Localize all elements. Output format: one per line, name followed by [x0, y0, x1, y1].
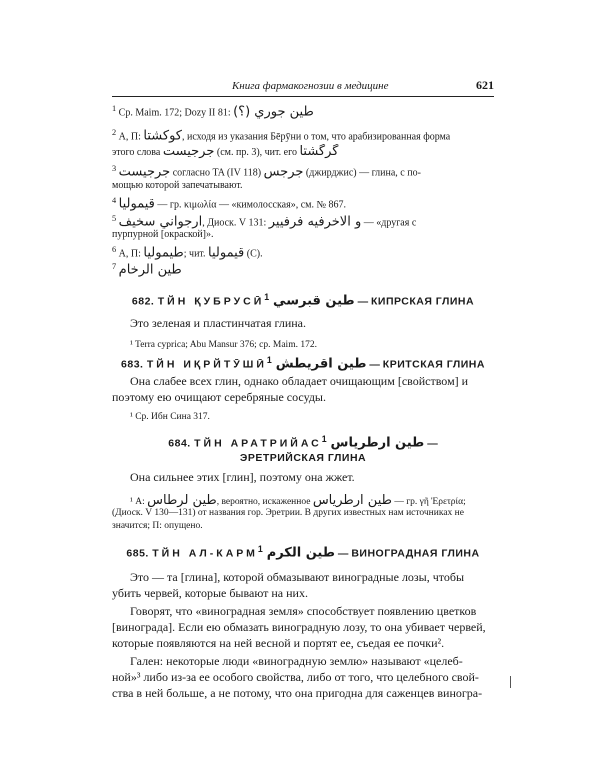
- note-2-cont: этого слова جرجيست (см. пр. 3), чит. его گرگشتا: [112, 144, 339, 159]
- note-1: $^1$ Ср. Maim. 172; Dozy II 81: طين جوري (؟): [112, 104, 314, 120]
- entry-685-line-6: Гален: некоторые люди «виноградную землю» называют «целеб-: [130, 654, 463, 668]
- entry-684-text: Она сильнее этих [глин], поэтому она жжет.: [130, 470, 355, 484]
- entry-685-line-5: которые появляются на ней весной и портят ее, съедая ее почки².: [112, 636, 445, 650]
- note-4: $^4$ قيموليا — гр. κιμωλία — «кимолосская», см. № 867.: [112, 196, 347, 212]
- entry-683-footnote: ¹ Ср. Ибн Сина 317.: [130, 412, 210, 422]
- entry-685-line-3: Говорят, что «виноградная земля» способствует появлению цветков: [130, 604, 477, 618]
- entry-682-footnote: ¹ Terra cyprica; Abu Mansur 376; ср. Maim. 172.: [130, 340, 317, 350]
- page-number: 621: [476, 78, 494, 92]
- entry-683-heading: 683. ТЙН ИҚРЙТӮШӢ$^1$ طين اقريطش — КРИТСКАЯ ГЛИНА: [121, 355, 485, 372]
- entry-684-footnote-line-2: (Диоск. V 130—131) от названия гор. Эретрии. В других известных нам источниках не: [112, 508, 464, 518]
- entry-685-heading: 685. ТЙН АЛ-КАРМ$^1$ طين الكرم — ВИНОГРАДНАЯ ГЛИНА: [126, 544, 480, 561]
- note-7: $^7$ طين الرخام: [112, 262, 182, 278]
- entry-684-title: ЭРЕТРИЙСКАЯ ГЛИНА: [239, 452, 367, 464]
- note-5: $^5$ ارجواني سخيف, Диоск. V 131: و الاخرفيه فرفيير — «другая с: [112, 214, 417, 230]
- entry-683-line-1: Она слабее всех глин, однако обладает очищающим [свойством] и: [130, 374, 469, 388]
- entry-685-line-4: [винограда]. Если ею обмазать виноградную лозу, то она убивает червей,: [112, 620, 486, 634]
- entry-683-line-2: поэтому ею очищают серебряные сосуды.: [112, 390, 326, 404]
- running-header: [112, 78, 494, 97]
- entry-682-heading: 682. ТЙН ҚУБРУСӢ$^1$ طين قبرسي — КИПРСКАЯ ГЛИНА: [131, 292, 475, 309]
- entry-684-footnote-line-3: значится; П: опущено.: [112, 521, 203, 531]
- entry-684-footnote: ¹ А: طين لرطاس, вероятно, искаженное طين ارطرياس — гр. γῆ Ἐρετρία;: [130, 493, 466, 508]
- note-3-cont: мощью которой запечатывают.: [112, 180, 243, 191]
- entry-685-line-7: ной»³ либо из-за ее особого свойства, либо от того, что целебного свой-: [112, 670, 479, 684]
- note-3: $^3$ جرجيست согласно TA (IV 118) جرجس (джирджис) — глина, с по-: [112, 164, 421, 180]
- entry-684-heading: 684. ТЙН АРАТРИЙАС$^1$ طين ارطرياس —: [168, 434, 438, 451]
- entry-685-line-8: ства в ней больше, а не потому, что она пригодна для саженцев виногра-: [112, 686, 483, 700]
- margin-mark: [510, 676, 511, 688]
- note-5-cont: пурпурной [окраской]».: [112, 229, 214, 240]
- note-2: $^2$ А, П: كوكشتا, исходя из указания Бēрӯни о том, что арабизированная форма: [112, 128, 451, 144]
- entry-685-line-2: убить червей, которые бывают на них.: [112, 586, 308, 600]
- entry-682-text: Это зеленая и пластинчатая глина.: [130, 316, 306, 330]
- running-title: Книга фармакогнозии в медицине: [232, 80, 389, 92]
- note-6: $^6$ А, П: طيموليا; чит. قيموليا (С).: [112, 245, 263, 261]
- entry-685-line-1: Это — та [глина], которой обмазывают виноградные лозы, чтобы: [130, 570, 465, 584]
